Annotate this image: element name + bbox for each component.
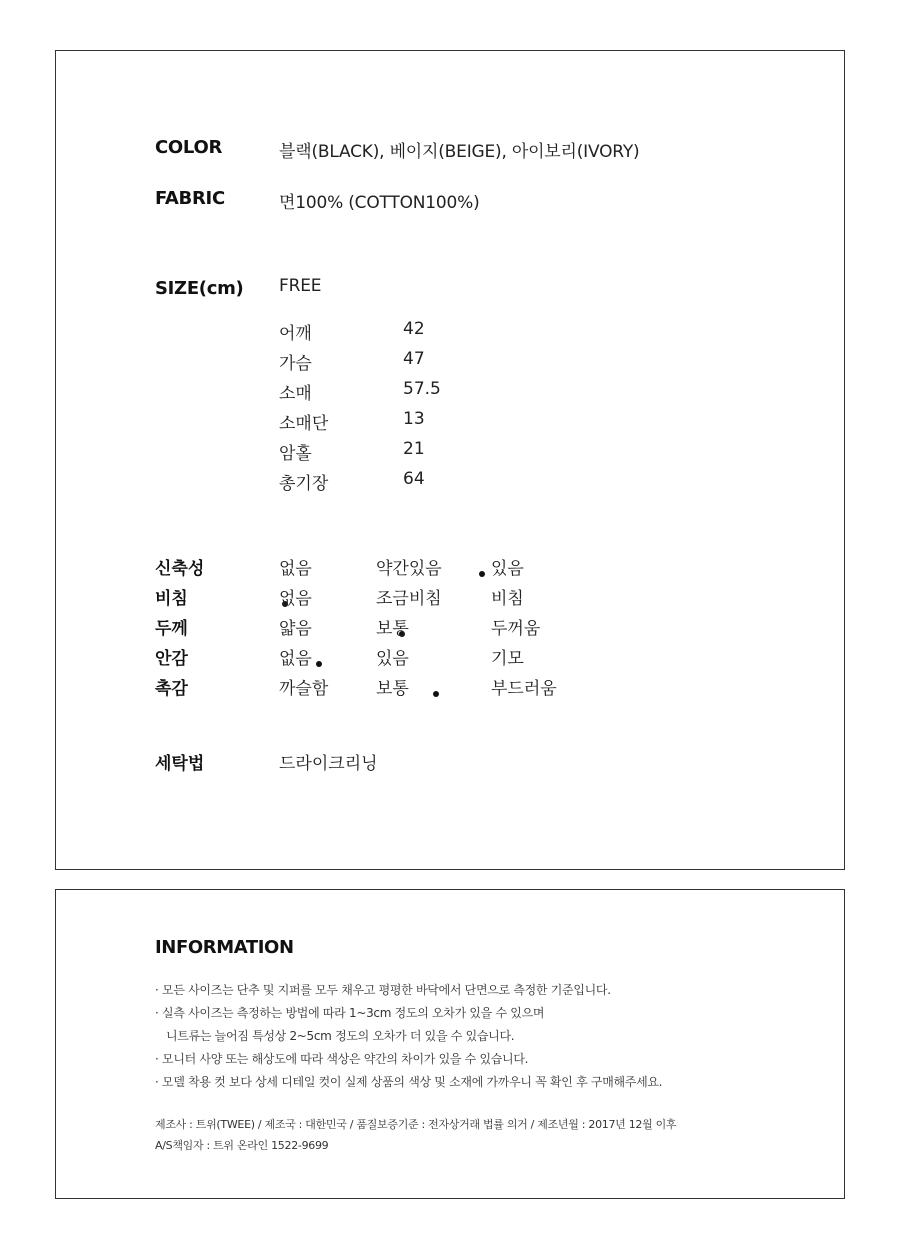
size-value: FREE [279,276,322,296]
measurement-name: 암홀 [279,444,312,464]
selected-bullet-icon [433,691,439,697]
measurement-value: 42 [403,319,425,339]
property-option: 있음 [376,649,409,669]
fabric-label: FABRIC [155,188,225,209]
selected-bullet-icon [316,661,322,667]
property-option-selected: 보통 [376,679,409,699]
property-label: 두께 [155,619,188,639]
maker-info: 제조사 : 트위(TWEE) / 제조국 : 대한민국 / 품질보증기준 : 전자상거래 법률 의거 / 제조년월 : 2017년 12월 이후 [155,1118,677,1131]
property-option-selected: 없음 [279,649,312,669]
measurement-name: 어깨 [279,324,312,344]
property-option: 비침 [491,589,524,609]
property-option: 조금비침 [376,589,442,609]
property-label: 안감 [155,649,188,669]
measurement-name: 가슴 [279,354,312,374]
info-line: 니트류는 늘어짐 특성상 2~5cm 정도의 오차가 더 있을 수 있습니다. [166,1029,515,1043]
property-option: 없음 [279,559,312,579]
property-option: 부드러움 [491,679,557,699]
property-option-selected: 있음 [491,559,524,579]
measurement-value: 57.5 [403,379,441,399]
property-option-selected: 보통 [376,619,409,639]
info-line: · 모든 사이즈는 단추 및 지퍼를 모두 채우고 평평한 바닥에서 단면으로 측정한 기준입니다. [155,983,611,997]
property-option: 얇음 [279,619,312,639]
washing-label: 세탁법 [155,754,205,774]
property-label: 비침 [155,589,188,609]
selected-bullet-icon [479,571,485,577]
measurement-name: 총기장 [279,474,329,494]
property-label: 신축성 [155,559,205,579]
as-contact-info: A/S책임자 : 트위 온라인 1522-9699 [155,1139,329,1152]
property-option: 기모 [491,649,524,669]
property-option-selected: 없음 [279,589,312,609]
info-line: · 모니터 사양 또는 해상도에 따라 색상은 약간의 차이가 있을 수 있습니다. [155,1052,529,1066]
product-spec-box [55,50,845,870]
measurement-value: 64 [403,469,425,489]
information-title: INFORMATION [155,937,294,958]
property-option: 약간있음 [376,559,442,579]
color-label: COLOR [155,137,223,158]
color-value: 블랙(BLACK), 베이지(BEIGE), 아이보리(IVORY) [279,142,640,162]
size-label: SIZE(cm) [155,278,244,299]
property-option: 두꺼움 [491,619,541,639]
measurement-name: 소매 [279,384,312,404]
property-option: 까슬함 [279,679,329,699]
information-box [55,889,845,1199]
measurement-value: 13 [403,409,425,429]
fabric-value: 면100% (COTTON100%) [279,193,480,213]
info-line: · 모델 착용 컷 보다 상세 디테일 컷이 실제 상품의 색상 및 소재에 가까우니 꼭 확인 후 구매해주세요. [155,1075,663,1089]
property-label: 촉감 [155,679,188,699]
measurement-value: 21 [403,439,425,459]
measurement-value: 47 [403,349,425,369]
measurement-name: 소매단 [279,414,329,434]
info-line: · 실측 사이즈는 측정하는 방법에 따라 1~3cm 정도의 오차가 있을 수 있으며 [155,1006,545,1020]
washing-value: 드라이크리닝 [279,754,378,774]
